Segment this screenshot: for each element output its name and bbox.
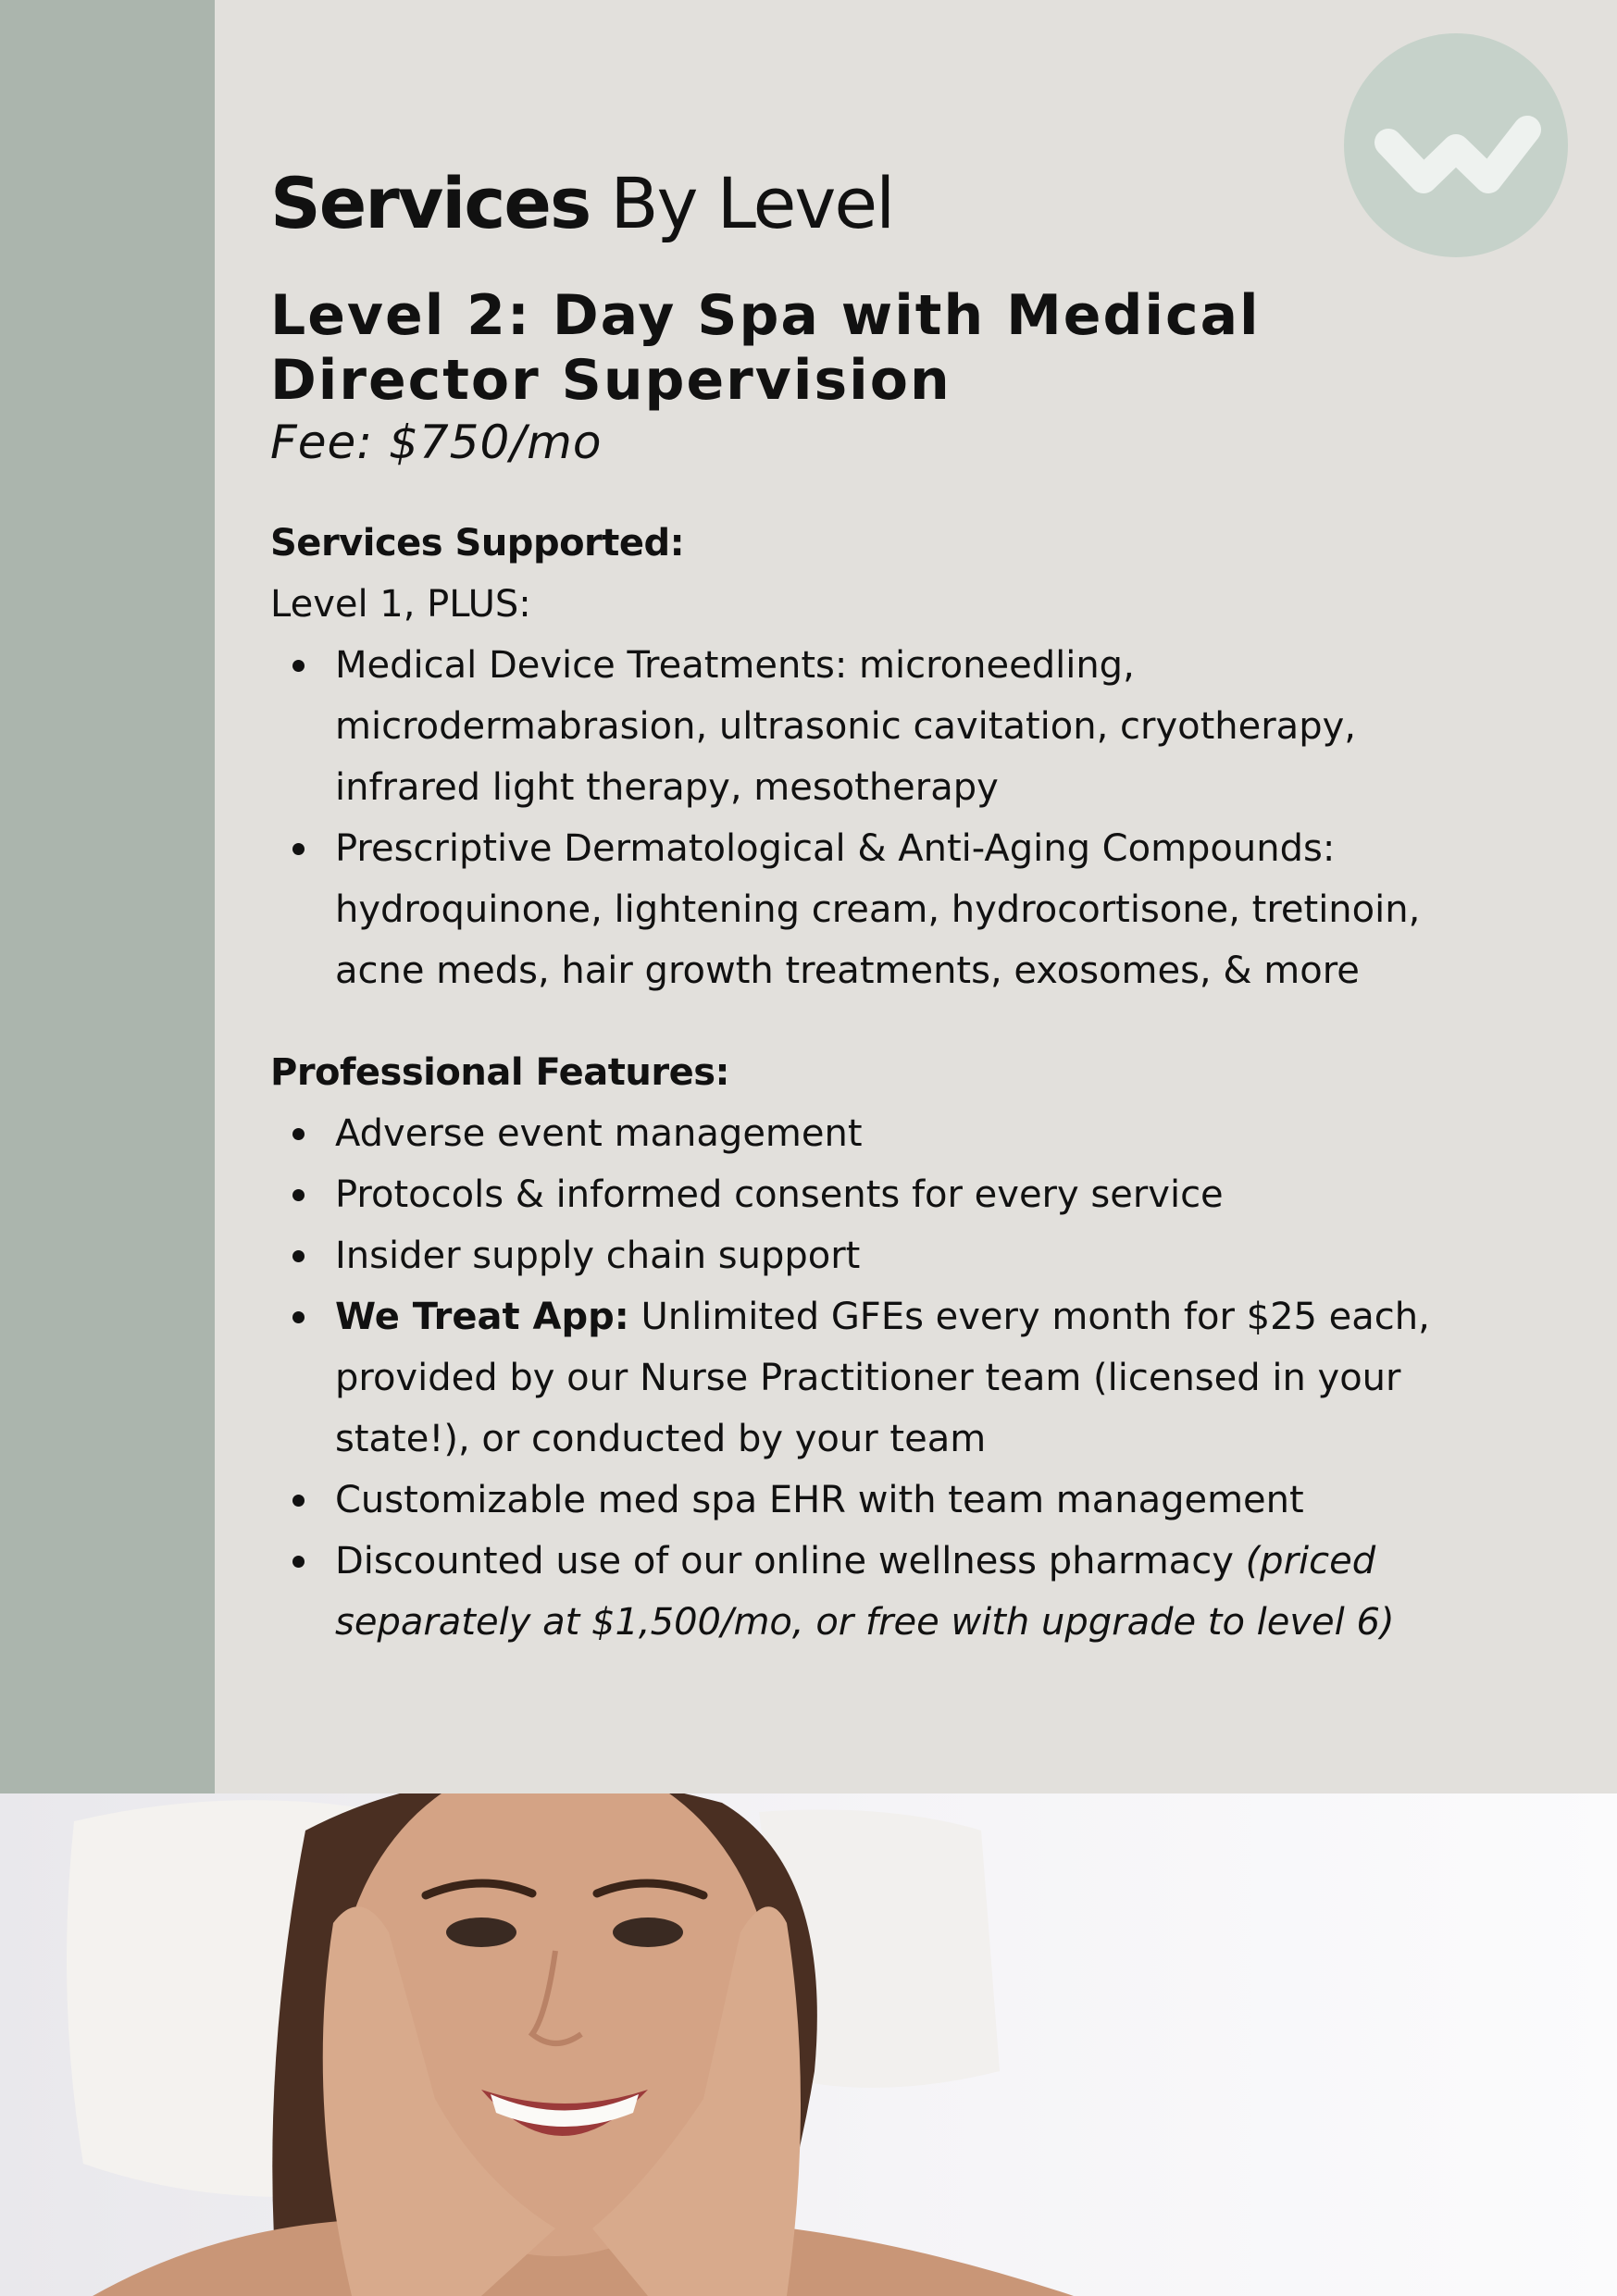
level-title-line2: Director Supervision (270, 348, 952, 413)
sidebar-accent-bar (0, 0, 215, 1793)
list-item-medical-devices: Medical Device Treatments: microneedling, microdermabrasion, ultrasonic cavitation, cryotherapy, infrared light therapy, mesotherapy (270, 635, 1474, 818)
list-item-prescriptive-compounds: Prescriptive Dermatological & Anti-Aging Compounds: hydroquinone, lightening cream, hydrocortisone, tretinoin, acne meds, hair growth treatments, exosomes, & more (270, 818, 1474, 1001)
list-item-supply-chain: Insider supply chain support (270, 1225, 1474, 1286)
list-item-ehr: Customizable med spa EHR with team management (270, 1470, 1474, 1531)
list-item-protocols: Protocols & informed consents for every service (270, 1164, 1474, 1225)
services-supported-heading: Services Supported: (270, 522, 685, 565)
page-title-bold: Services (270, 162, 591, 244)
level-title (270, 283, 1474, 413)
page-title-light: By Level (590, 162, 894, 244)
hero-photo-smiling-woman (0, 1793, 1617, 2296)
professional-features-heading: Professional Features: (270, 1051, 730, 1094)
fee-text: Fee: $750/mo (270, 416, 603, 469)
services-intro: Level 1, PLUS: (270, 583, 531, 626)
services-list (270, 635, 1474, 1001)
level-title-line1: Level 2: Day Spa with Medical (270, 283, 1261, 348)
list-item-pharmacy (270, 1531, 1474, 1653)
we-treat-app-text: Unlimited GFEs every month for $25 each, provided by our Nurse Practitioner team (licensed in your state!), or conducted by your team (335, 1296, 1430, 1460)
we-treat-app-label: We Treat App: (335, 1296, 629, 1338)
features-list (270, 1103, 1474, 1653)
page-title (270, 157, 1474, 250)
pharmacy-note: (priced separately at $1,500/mo, or free with upgrade to level 6) (335, 1540, 1395, 1644)
content-column (270, 157, 1474, 1653)
list-item-adverse-events: Adverse event management (270, 1103, 1474, 1164)
pharmacy-text: Discounted use of our online wellness pharmacy (335, 1540, 1246, 1582)
list-item-we-treat-app (270, 1286, 1474, 1470)
